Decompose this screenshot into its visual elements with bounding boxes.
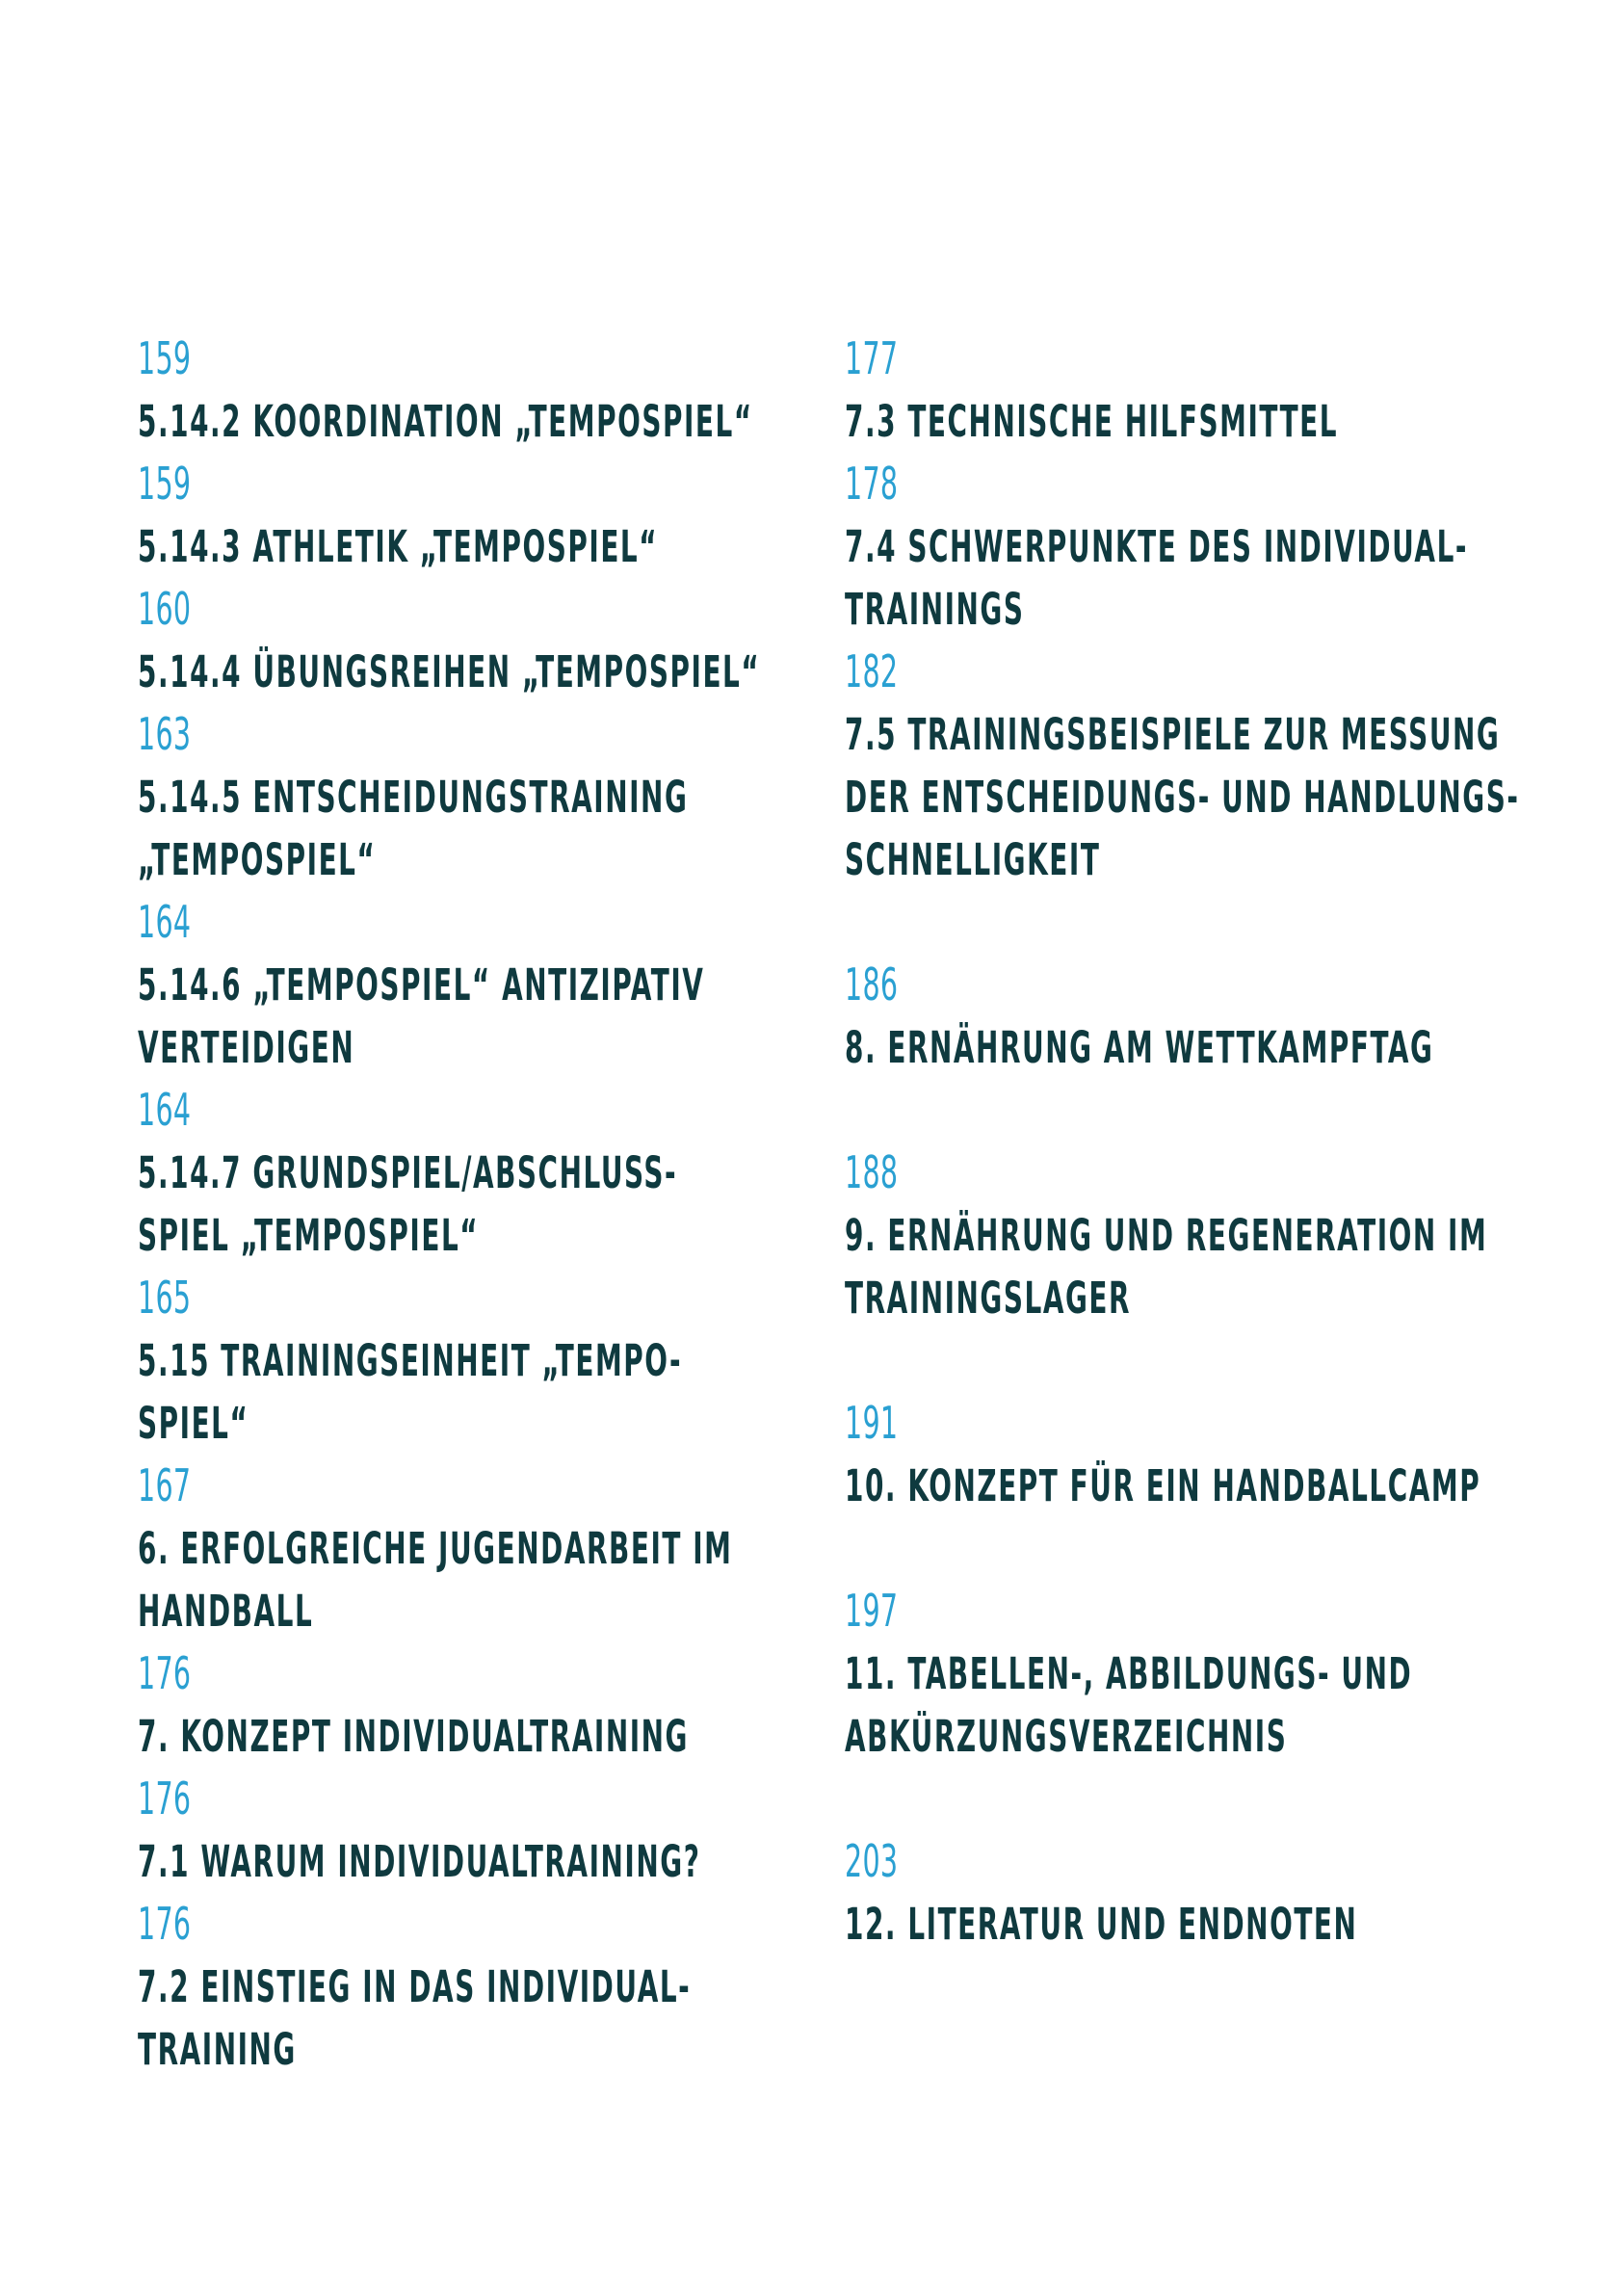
toc-page-number: 159 xyxy=(138,458,192,510)
toc-entry[interactable] xyxy=(138,328,831,453)
toc-entry-title: SPIEL“ xyxy=(138,1398,249,1449)
toc-page-number: 177 xyxy=(845,332,899,384)
toc-entry[interactable] xyxy=(138,453,831,578)
toc-entry-title: 5.14.4 ÜBUNGSREIHEN „TEMPOSPIEL“ xyxy=(138,646,761,697)
toc-entry[interactable] xyxy=(138,1079,831,1267)
section-gap xyxy=(845,1329,1538,1392)
toc-entry-title: 7.2 EINSTIEG IN DAS INDIVIDUAL- xyxy=(138,1961,692,2012)
toc-page-number: 163 xyxy=(138,708,192,760)
toc-page-number: 178 xyxy=(845,458,899,510)
toc-entry[interactable] xyxy=(845,954,1538,1079)
toc-entry-title: VERTEIDIGEN xyxy=(138,1022,355,1073)
toc-page-number: 167 xyxy=(138,1459,192,1511)
toc-column-right xyxy=(845,328,1538,1956)
toc-entry-title: 7.4 SCHWERPUNKTE DES INDIVIDUAL- xyxy=(845,521,1469,572)
toc-entry-title: 10. KONZEPT FÜR EIN HANDBALLCAMP xyxy=(845,1460,1481,1511)
toc-entry[interactable] xyxy=(138,1642,831,1768)
toc-entry-title: „TEMPOSPIEL“ xyxy=(138,834,377,885)
toc-entry-title: ABKÜRZUNGSVERZEICHNIS xyxy=(845,1711,1288,1762)
toc-page-number: 164 xyxy=(138,896,192,948)
toc-entry-title: 8. ERNÄHRUNG AM WETTKAMPFTAG xyxy=(845,1022,1434,1073)
toc-entry-title: TRAININGS xyxy=(845,584,1025,635)
toc-page-number: 197 xyxy=(845,1585,899,1637)
toc-entry[interactable] xyxy=(845,453,1538,641)
toc-page-number: 176 xyxy=(138,1647,192,1699)
toc-page-number: 188 xyxy=(845,1146,899,1198)
toc-entry[interactable] xyxy=(138,1267,831,1455)
toc-entry[interactable] xyxy=(138,578,831,703)
toc-entry[interactable] xyxy=(845,1392,1538,1517)
toc-entry[interactable] xyxy=(138,1768,831,1893)
toc-page-number: 176 xyxy=(138,1772,192,1825)
toc-entry-title: 5.15 TRAININGSEINHEIT „TEMPO- xyxy=(138,1335,683,1386)
toc-entry-title: 5.14.2 KOORDINATION „TEMPOSPIEL“ xyxy=(138,396,753,447)
toc-entry-title: SPIEL „TEMPOSPIEL“ xyxy=(138,1210,480,1261)
toc-column-left xyxy=(138,328,831,2081)
section-gap xyxy=(845,891,1538,954)
toc-entry-title: 9. ERNÄHRUNG UND REGENERATION IM xyxy=(845,1210,1488,1261)
toc-page-number: 160 xyxy=(138,583,192,635)
toc-page-number: 164 xyxy=(138,1084,192,1136)
toc-entry-title: 5.14.6 „TEMPOSPIEL“ ANTIZIPATIV xyxy=(138,959,705,1011)
toc-entry-title: 7.3 TECHNISCHE HILFSMITTEL xyxy=(845,396,1339,447)
toc-entry[interactable] xyxy=(845,1142,1538,1329)
toc-entry[interactable] xyxy=(138,891,831,1079)
toc-page-number: 182 xyxy=(845,645,899,697)
toc-entry[interactable] xyxy=(138,1455,831,1642)
toc-entry-title: 12. LITERATUR UND ENDNOTEN xyxy=(845,1899,1358,1950)
toc-entry-title: 7.5 TRAININGSBEISPIELE ZUR MESSUNG xyxy=(845,709,1501,760)
toc-entry-title: TRAININGSLAGER xyxy=(845,1273,1132,1324)
toc-entry[interactable] xyxy=(138,703,831,891)
toc-entry-title: 7. KONZEPT INDIVIDUALTRAINING xyxy=(138,1711,690,1762)
section-gap xyxy=(845,1768,1538,1830)
toc-entry-title: DER ENTSCHEIDUNGS- UND HANDLUNGS- xyxy=(845,772,1520,823)
section-gap xyxy=(845,1517,1538,1580)
toc-entry-title: SCHNELLIGKEIT xyxy=(845,834,1101,885)
toc-page-number: 203 xyxy=(845,1835,899,1887)
toc-entry[interactable] xyxy=(138,1893,831,2081)
toc-page-number: 176 xyxy=(138,1898,192,1950)
toc-entry[interactable] xyxy=(845,1830,1538,1956)
toc-page-number: 159 xyxy=(138,332,192,384)
toc-entry-title: 5.14.5 ENTSCHEIDUNGSTRAINING xyxy=(138,772,689,823)
toc-page-number: 186 xyxy=(845,958,899,1011)
toc-entry[interactable] xyxy=(845,641,1538,891)
toc-entry-title: 11. TABELLEN-, ABBILDUNGS- UND xyxy=(845,1648,1413,1699)
toc-entry-title: 7.1 WARUM INDIVIDUALTRAINING? xyxy=(138,1836,701,1887)
toc-page-number: 165 xyxy=(138,1272,192,1324)
section-gap xyxy=(845,1079,1538,1142)
toc-entry-title: TRAINING xyxy=(138,2024,297,2075)
toc-page-number: 191 xyxy=(845,1397,899,1449)
toc-entry[interactable] xyxy=(845,328,1538,453)
toc-entry-title: 6. ERFOLGREICHE JUGENDARBEIT IM xyxy=(138,1523,733,1574)
toc-entry-title: HANDBALL xyxy=(138,1586,314,1637)
toc-entry[interactable] xyxy=(845,1580,1538,1768)
toc-entry-title: 5.14.3 ATHLETIK „TEMPOSPIEL“ xyxy=(138,521,659,572)
toc-entry-title: 5.14.7 GRUNDSPIEL/ABSCHLUSS- xyxy=(138,1147,678,1198)
